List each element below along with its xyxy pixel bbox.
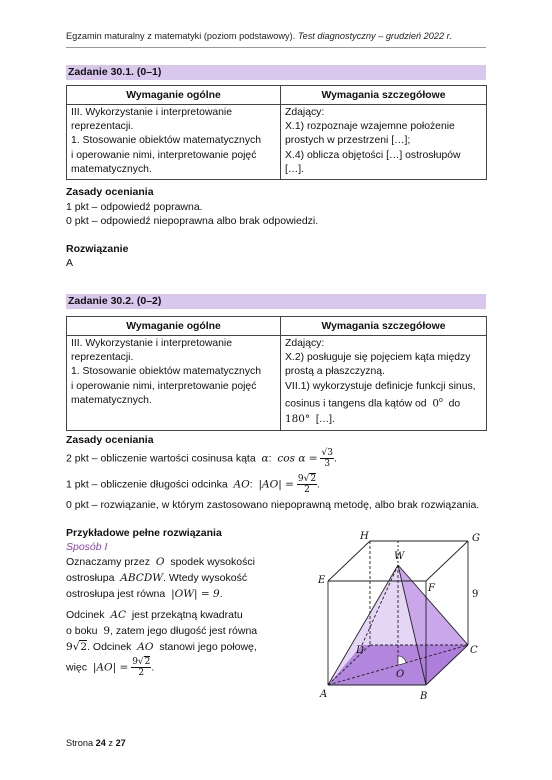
label-E: E	[318, 575, 326, 586]
method-label: Sposób I	[66, 541, 108, 553]
math-AO: AO	[137, 641, 154, 653]
example-line	[66, 625, 257, 637]
fraction-sqrt3-over-3	[320, 448, 333, 469]
general-line: i operowanie nimi, interpretowanie pojęć	[71, 149, 257, 161]
coef: 9	[297, 474, 304, 484]
page-footer	[66, 738, 126, 748]
math-AC: AC	[110, 609, 126, 621]
text: o boku	[66, 625, 98, 637]
general-requirement-cell	[67, 105, 281, 180]
text: . Wtedy wysokość	[163, 572, 248, 584]
label-edge-9: 9	[472, 589, 479, 600]
scoring-1pkt: 1 pkt – obliczenie długości odcinka AO: |AO| = $\frac{9√2}{2}$ .	[66, 474, 320, 495]
page-number: 24	[95, 738, 106, 748]
col-detailed-header: Wymagania szczegółowe	[281, 86, 487, 105]
example-line	[66, 588, 223, 600]
detailed-line: X.4) oblicza objętości […] ostrosłupów […].	[285, 149, 461, 175]
label-H: H	[360, 531, 369, 542]
detailed-line: Zdający:	[285, 107, 325, 118]
general-line: 1. Stosowanie obiektów matematycznych	[71, 366, 262, 378]
detailed-do: do	[448, 398, 461, 410]
general-line: 1. Stosowanie obiektów matematycznych	[71, 135, 262, 147]
text: , zatem jego długość jest równa	[110, 625, 258, 637]
text: jest przekątną kwadratu	[131, 609, 243, 621]
frac-den: 3	[324, 459, 331, 469]
root: 2	[80, 641, 88, 653]
example-line	[66, 572, 247, 584]
math-alpha: α	[261, 452, 269, 465]
solution-title: Rozwiązanie	[66, 243, 129, 255]
general-requirement-cell	[67, 336, 281, 431]
math-abs-AO: |AO| =	[92, 661, 129, 674]
example-line	[66, 609, 243, 621]
scoring-2pkt: 2 pkt – obliczenie wartości cosinusa kąta α: cos α = $\frac{√3}{3}$ .	[66, 448, 337, 469]
frac-den: 2	[138, 668, 145, 678]
frac-num: √3	[321, 448, 333, 458]
label-B: B	[420, 691, 428, 702]
root: 2	[144, 657, 151, 667]
text: ostrosłupa	[66, 572, 115, 584]
fraction-9sqrt2-over-2	[131, 657, 151, 678]
text: stanowi jego połowę,	[159, 641, 257, 653]
scoring-text: 1 pkt – obliczenie długości odcinka	[66, 478, 228, 491]
general-line: III. Wykorzystanie i interpretowanie	[71, 338, 233, 349]
scoring-line: 0 pkt – odpowiedź niepoprawna albo brak odpowiedzi.	[66, 215, 319, 227]
general-line: matematycznych.	[71, 163, 152, 175]
label-A: A	[320, 689, 328, 700]
text: ostrosłupa jest równa	[66, 588, 166, 600]
general-line: reprezentacji.	[71, 121, 134, 133]
detailed-requirement-cell	[281, 336, 487, 431]
math-AO: AO	[233, 478, 250, 491]
detailed-text: cosinus i tangens dla kątów od	[285, 398, 427, 410]
frac-num: 9√2	[132, 657, 151, 667]
footer-prefix: Strona	[66, 738, 96, 748]
detailed-line: cosinus i tangens dla kątów od 0$^o$ do	[285, 396, 461, 410]
root: 2	[310, 474, 317, 484]
task-30-2-requirements-table	[66, 316, 487, 431]
label-O: O	[396, 669, 405, 680]
detailed-tail: […].	[315, 414, 335, 426]
fraction-9sqrt2-over-2	[297, 474, 317, 495]
col-general-header: Wymaganie ogólne	[67, 317, 281, 336]
math-zero: 0	[432, 397, 439, 410]
general-line: i operowanie nimi, interpretowanie pojęć	[71, 380, 257, 392]
frac-num: 9√2	[297, 474, 317, 484]
col-general-header: Wymaganie ogólne	[67, 86, 281, 105]
text: więc	[66, 661, 88, 674]
header-prefix: Egzamin maturalny z matematyki (poziom podstawowy).	[66, 31, 298, 41]
text: Oznaczamy przez	[66, 556, 151, 568]
math-O: O	[155, 556, 165, 568]
text: .	[219, 588, 223, 600]
math-ABCDW: ABCDW	[120, 572, 164, 584]
label-W: W	[394, 551, 405, 562]
task-30-2-title: Zadanie 30.2. (0–2)	[66, 294, 486, 309]
example-title: Przykładowe pełne rozwiązania	[66, 527, 222, 539]
example-line: więc |AO| = $\frac{9√2}{2}$ .	[66, 657, 155, 678]
footer-sep: z	[105, 738, 116, 748]
example-line	[66, 556, 255, 568]
page-total: 27	[115, 738, 126, 748]
scoring-title-2: Zasady oceniania	[66, 434, 154, 446]
math-cos: cos α =	[277, 452, 318, 465]
general-line: reprezentacji.	[71, 352, 134, 364]
task-30-1-requirements-table	[66, 85, 487, 180]
detailed-line: VII.1) wykorzystuje definicje funkcji sinus,	[285, 380, 476, 392]
label-F: F	[428, 583, 435, 594]
col-detailed-header: Wymagania szczegółowe	[281, 317, 487, 336]
detailed-line: Zdający:	[285, 338, 325, 349]
math-OW: |OW| = 9	[171, 588, 220, 600]
example-line: 9√2. Odcinek AO stanowi jego połowę,	[66, 641, 257, 653]
header-rule	[66, 47, 486, 48]
detailed-line: prostą a płaszczyzną.	[285, 366, 385, 378]
general-line: III. Wykorzystanie i interpretowanie	[71, 107, 233, 118]
label-C: C	[470, 645, 478, 656]
scoring-0pkt: 0 pkt – rozwiązanie, w którym zastosowano niepoprawną metodę, albo brak rozwiązania.	[66, 499, 480, 511]
task-30-1-title: Zadanie 30.1. (0–1)	[66, 65, 486, 80]
math-abs-AO: |AO| =	[258, 478, 294, 491]
math-9: 9	[103, 625, 111, 637]
coef: 9	[66, 641, 73, 653]
detailed-line: X.1) rozpoznaje wzajemne położenie	[285, 121, 455, 133]
text: . Odcinek	[87, 641, 132, 653]
detailed-line	[285, 411, 482, 427]
header-italic: Test diagnostyczny – grudzień 2022 r.	[297, 31, 452, 41]
text: Odcinek	[66, 609, 105, 621]
frac-den: 2	[304, 485, 310, 495]
text: spodek wysokości	[170, 556, 255, 568]
coef: 9	[132, 657, 138, 667]
detailed-line: X.2) posługuje się pojęciem kąta między	[285, 352, 471, 364]
detailed-line: prostych w przestrzeni […];	[285, 135, 411, 147]
scoring-line: 1 pkt – odpowiedź poprawna.	[66, 201, 203, 213]
solution-answer: A	[66, 257, 74, 269]
scoring-text: 2 pkt – obliczenie wartości cosinusa kąta	[66, 452, 256, 465]
scoring-title-1: Zasady oceniania	[66, 186, 154, 198]
page-header	[66, 31, 452, 41]
label-G: G	[472, 533, 480, 544]
general-line: matematycznych.	[71, 394, 152, 406]
label-D: D	[356, 645, 365, 656]
math-180: 180°	[285, 413, 311, 426]
detailed-requirement-cell	[281, 105, 487, 180]
cube-pyramid-figure	[310, 527, 490, 707]
